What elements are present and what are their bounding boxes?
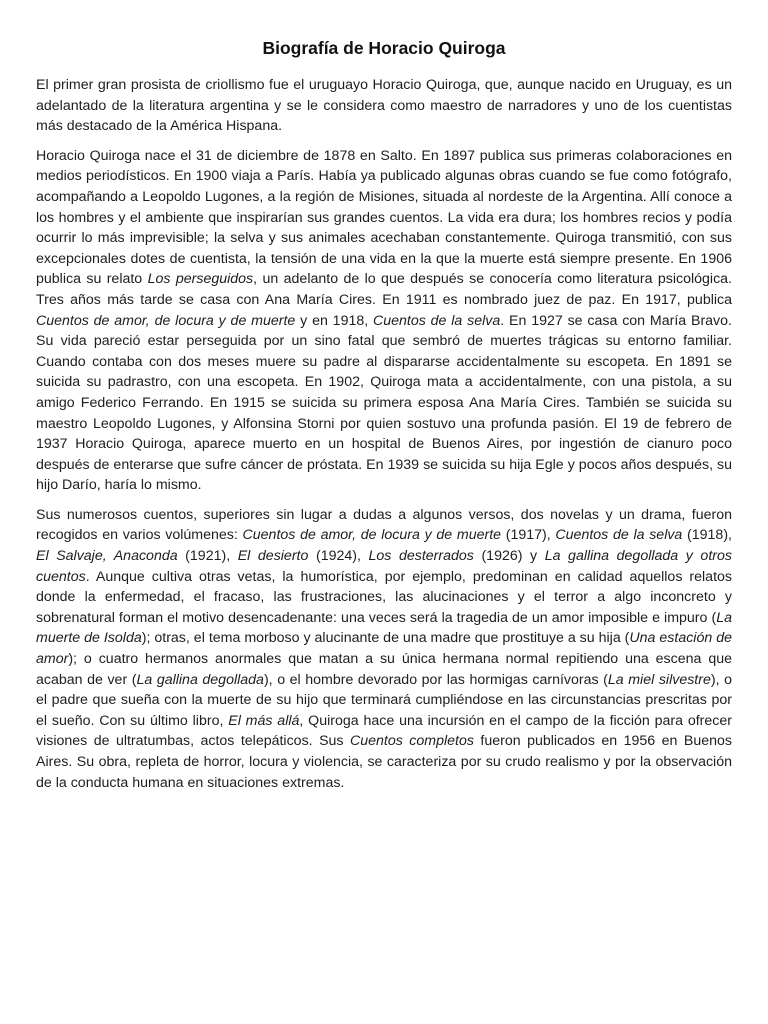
paragraph-text: fueron publicados en 1956 en Buenos Aires. Su obra, repleta de horror, locura y violencia, se caracteriza por su crudo realismo y por la observación de la conducta humana en situaciones extremas. bbox=[36, 733, 732, 791]
italic-title-text: Los desterrados bbox=[368, 548, 474, 565]
italic-title-text: Cuentos completos bbox=[349, 733, 474, 750]
italic-title-text: El más allá bbox=[228, 712, 300, 729]
paragraph-text: Sus numerosos cuentos, superiores sin lugar a dudas a algunos versos, dos novelas y un drama, fueron recogidos en varios volúmenes: bbox=[36, 506, 732, 544]
paragraph-text: (1926) y bbox=[473, 548, 545, 565]
italic-title-text: Cuentos de amor, de locura y de muerte bbox=[36, 312, 296, 329]
italic-title-text: Los perseguidos bbox=[147, 271, 254, 288]
document-body bbox=[36, 75, 732, 793]
paragraph-text: Horacio Quiroga nace el 31 de diciembre de 1878 en Salto. En 1897 publica sus primeras colaboraciones en medios periodísticos. En 1900 viaja a París. Había ya publicado algunas obras cuando se fue como fotógrafo, acompañando a Leopoldo Lugones, a la región de Misiones, situada al nordeste de la Argentina. Allí conoce a los hombres y el ambiente que inspirarían sus grandes cuentos. La vida era dura; los hombres recios y podía ocurrir lo más imprevisible; la selva y sus animales acechaban constantemente. Quiroga transmitió, con sus excepcionales dotes de cuentista, la tensión de una vida en la que la muerte está siempre presente. En 1906 publica su relato bbox=[36, 147, 732, 288]
document-page bbox=[36, 36, 732, 802]
paragraph bbox=[36, 146, 732, 496]
paragraph-text: . Aunque cultiva otras vetas, la humorística, por ejemplo, predominan en calidad aquellos relatos donde la enfermedad, el fracaso, las frustraciones, las alucinaciones y el terror a algo inconcreto y sobrenatural forman el motivo desencadenante: una veces será la tragedia de un amor imposible e impuro ( bbox=[36, 568, 732, 626]
paragraph-text: El primer gran prosista de criollismo fue el uruguayo Horacio Quiroga, que, aunque nacido en Uruguay, es un adelantado de la literatura argentina y se le considera como maestro de narradores y uno de los cuentistas más destacado de la América Hispana. bbox=[36, 77, 732, 135]
paragraph-text: , Quiroga hace una incursión en el campo de la ficción para ofrecer visiones de ultratumbas, actos telepáticos. Sus bbox=[36, 712, 732, 750]
paragraph-text: , un adelanto de lo que después se conocería como literatura psicológica. Tres años más tarde se casa con Ana María Cires. En 1911 es nombrado juez de paz. En 1917, publica bbox=[36, 271, 732, 308]
paragraph-text: y en 1918, bbox=[295, 312, 373, 329]
paragraph-text: . En 1927 se casa con María Bravo. Su vida pareció estar perseguida por un sino fatal que sembró de muertes trágicas su entorno familiar. Cuando contaba con dos meses muere su padre al dispararse accidentalmente su escopeta. En 1891 se suicida su padrastro, con una escopeta. En 1902, Quiroga mata a accidentalmente, con una pistola, a su amigo Federico Ferrando. En 1915 se suicida su primera esposa Ana María Cires. También se suicida su maestro Leopoldo Lugones, y Alfonsina Storni por quien sostuvo una profunda pasión. El 19 de febrero de 1937 Horacio Quiroga, aparece muerto en un hospital de Buenos Aires, por ingestión de cianuro poco después de enterarse que sufre cáncer de próstata. En 1939 se suicida su hija Egle y pocos años después, su hijo Darío, haría lo mismo. bbox=[36, 312, 732, 494]
italic-title-text: Una estación de amor bbox=[36, 630, 732, 668]
paragraph-text: (1921), bbox=[177, 548, 238, 565]
paragraph-text: (1918), bbox=[682, 527, 732, 544]
page-title: Biografía de Horacio Quiroga bbox=[262, 38, 506, 58]
paragraph-text: ); o cuatro hermanos anormales que matan a su única hermana normal repitiendo una escena que acaban de ver ( bbox=[36, 651, 732, 688]
italic-title-text: La gallina degollada bbox=[136, 671, 264, 688]
italic-title-text: La gallina degollada y otros cuentos bbox=[36, 548, 732, 585]
italic-title-text: Cuentos de amor, de locura y de muerte bbox=[242, 527, 502, 544]
italic-title-text: El desierto bbox=[237, 548, 309, 565]
italic-title-text: El Salvaje, Anaconda bbox=[36, 548, 178, 565]
paragraph-text: ), o el padre que sueña con la muerte de su hijo que terminará cumpliéndose en las circunstancias prescritas por el sueño. Con su último libro, bbox=[36, 671, 732, 729]
paragraph-text: (1924), bbox=[308, 548, 369, 565]
paragraph bbox=[36, 75, 732, 137]
italic-title-text: Cuentos de la selva bbox=[555, 527, 683, 544]
paragraph-text: ), o el hombre devorado por las hormigas carnívoras ( bbox=[263, 671, 608, 688]
paragraph-text: (1917), bbox=[501, 527, 556, 544]
italic-title-text: La miel silvestre bbox=[607, 671, 711, 688]
paragraph-text: ); otras, el tema morboso y alucinante de una madre que prostituye a su hija ( bbox=[141, 630, 630, 647]
italic-title-text: Cuentos de la selva bbox=[373, 312, 501, 329]
paragraph bbox=[36, 505, 732, 793]
italic-title-text: La muerte de Isolda bbox=[36, 609, 732, 647]
